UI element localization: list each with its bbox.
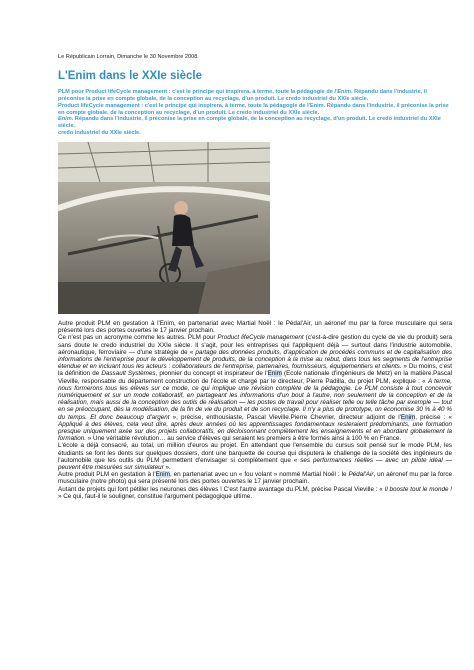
- article-body: [58, 320, 452, 500]
- lead-italic: Enim: [58, 116, 72, 123]
- lead-paragraph: [58, 116, 452, 130]
- highlighted-term: Enim: [400, 413, 416, 421]
- body-italic: ses performances réelles — avec un pilote idéal — peuvent être mesurées sur simulateur: [58, 456, 452, 471]
- body-text: (c'est-à-dire gestion du cycle de vie du produit) sera sans doute le credo industriel du XXIe siècle. Il s'agit, pour les entreprises qui l'appliquent déjà — surtout dans l'industrie automobile, aéronautique, ferroviaire — d'une stratégie de «: [58, 334, 452, 356]
- body-paragraph: Autre produit PLM en gestation à l'Enim, en partenariat avec Martial Noël : le Pédal'Air, un aéronef mu par la force musculaire qui sera présenté lors des portes ouvertes le 17 janvier prochain.: [58, 319, 452, 335]
- body-text: » Une véritable révolution… au service d'élèves qui seraient les premiers à être formés ainsi à 100 % en France.: [86, 435, 402, 443]
- photo-pedalair-image: [58, 142, 270, 314]
- article-title: L'Enim dans le XXIe siècle: [58, 70, 202, 82]
- body-text: » Du moins, c'est la définition de: [58, 363, 452, 378]
- body-text: , pionnier du concept et inspirateur de l': [155, 370, 268, 378]
- highlighted-term: Enim: [267, 370, 282, 378]
- body-text: ».: [163, 463, 171, 471]
- body-text: Autant de projets qui font pétiller les neurones des élèves ! C'est l'autre avantage du PLM, précise Pascal Vieville : «: [58, 485, 385, 493]
- body-italic: Pédal'Air: [348, 471, 374, 479]
- lead-text: PLM pour Product lifeCycle management : c'est le principe qui inspirera, à terme, toute la pédagogie de: [58, 89, 335, 95]
- body-text: L'école a déjà consacré, au total, un million d'euros au projet. En attendant que l'ensemble du cursus soit pensé sur le mode PLM, les étudiants se font les dents sur quelques dossiers, dont une barquette de course qui disputera le challenge de la société des ingénieurs de l'automobile que les outils du PLM permettent d'envisager si complètement que «: [58, 442, 452, 464]
- body-italic: Il booste tout le monde !: [384, 485, 452, 493]
- body-text: », précise, enthousiaste, Pascal Vieville.Pierre Chevrier, directeur adjoint de l': [169, 413, 401, 421]
- lead-block: [58, 89, 452, 137]
- body-text: Autre produit PLM en gestation à l': [58, 471, 156, 479]
- body-text: Ce n'est pas un acronyme comme les autres. PLM pour: [58, 334, 218, 342]
- body-paragraph: [58, 486, 452, 500]
- body-paragraph: [58, 442, 452, 471]
- body-italic: partage des données produits, d'application de procédés communs et de capitalisation des informations de l'entreprise pour le développement de produits, de la conception à la mise au rebut, dans tous les segments de l'entreprise étendue et en incluant tous les acteurs : collaborateurs de l'entreprise, partenaires, fournisseurs, équipementiers et clients.: [58, 348, 452, 371]
- article-photo: [58, 142, 270, 314]
- body-italic: Product lifeCycle management: [217, 334, 304, 342]
- body-italic: A terme, nous formerons tous les élèves sur ce mode, ce qui implique une révision complète de la pédagogie. Le PLM consiste à tout concevoir numériquement et sur un mode collaboratif, en partageant les informations d'un bout à l'autre, non seulement de la conception et de la réalisation, mais aussi de la conception des outils de réalisation — les postes de travail pour réaliser telle ou telle tâche par exemple — tout en se préoccupant, dès la modélisation, de la fin de vie du produit et de son recyclage. Il n'y a plus de prototype, on économise 30 % à 40 % du temps. Et donc beaucoup d'argent: [58, 377, 453, 421]
- body-paragraph: [58, 334, 452, 442]
- body-text: , un aéronef mu par la force musculaire (notre photo) qui sera présenté lors des portes ouvertes le 17 janvier prochain.: [58, 471, 452, 486]
- lead-text: . Répandu dans l'industrie, il préconise la prise en compte globale, de la conception au recyclage, d'un produit. Le credo industriel du XXIe siècle.: [58, 89, 427, 102]
- lead-paragraph: Product lifeCycle management : c'est le principe qui inspirera, à terme, toute la pédagogie de l'Enim. Répandu dans l'industrie, il préconise la prise en compte globale, de la conception au recyclage, d'un produit. Le credo industriel du XXIe siècle.: [58, 102, 449, 116]
- highlighted-term: Enim: [155, 471, 170, 479]
- body-text: (Ecole nationale d'ingénieurs de Metz) en la matière.Pascal Vieville, responsable du département construction de l'école et chargé par le directeur, Pierre Padilla, du projet PLM, explique : «: [58, 370, 452, 385]
- body-paragraph: [58, 471, 452, 485]
- body-text: , précise : «: [415, 413, 452, 421]
- lead-paragraph: credo industriel du XXIe siècle.: [58, 130, 141, 137]
- body-text: , en partenariat avec un « fou volant » nommé Martial Noël : le: [169, 471, 349, 479]
- lead-italic: l'Enim: [334, 89, 351, 95]
- article: [58, 54, 452, 500]
- lead-text: . Répandu dans l'industrie, il préconise la prise en compte globale, de la conception au recyclage, d'un produit. Le credo industriel du XXIe siècle.: [58, 116, 441, 130]
- lead-paragraph: [58, 89, 452, 103]
- body-italic: Dassault Systèmes: [101, 370, 156, 378]
- body-italic: Appliqué à des élèves, cela veut dire, après deux années où les apprentissages fondamentaux resteraient prédominants, une formation presque uniquement axée sur des projets collaboratifs, en décloisonnant complètement les enseignements et en abordant globalement la formation.: [58, 420, 452, 443]
- body-text: » Ce qui, faut-il le souligner, constitue l'argument pédagogique ultime.: [58, 492, 253, 500]
- source-line: Le Républicain Lorrain, Dimanche le 30 Novembre 2008.: [58, 54, 199, 60]
